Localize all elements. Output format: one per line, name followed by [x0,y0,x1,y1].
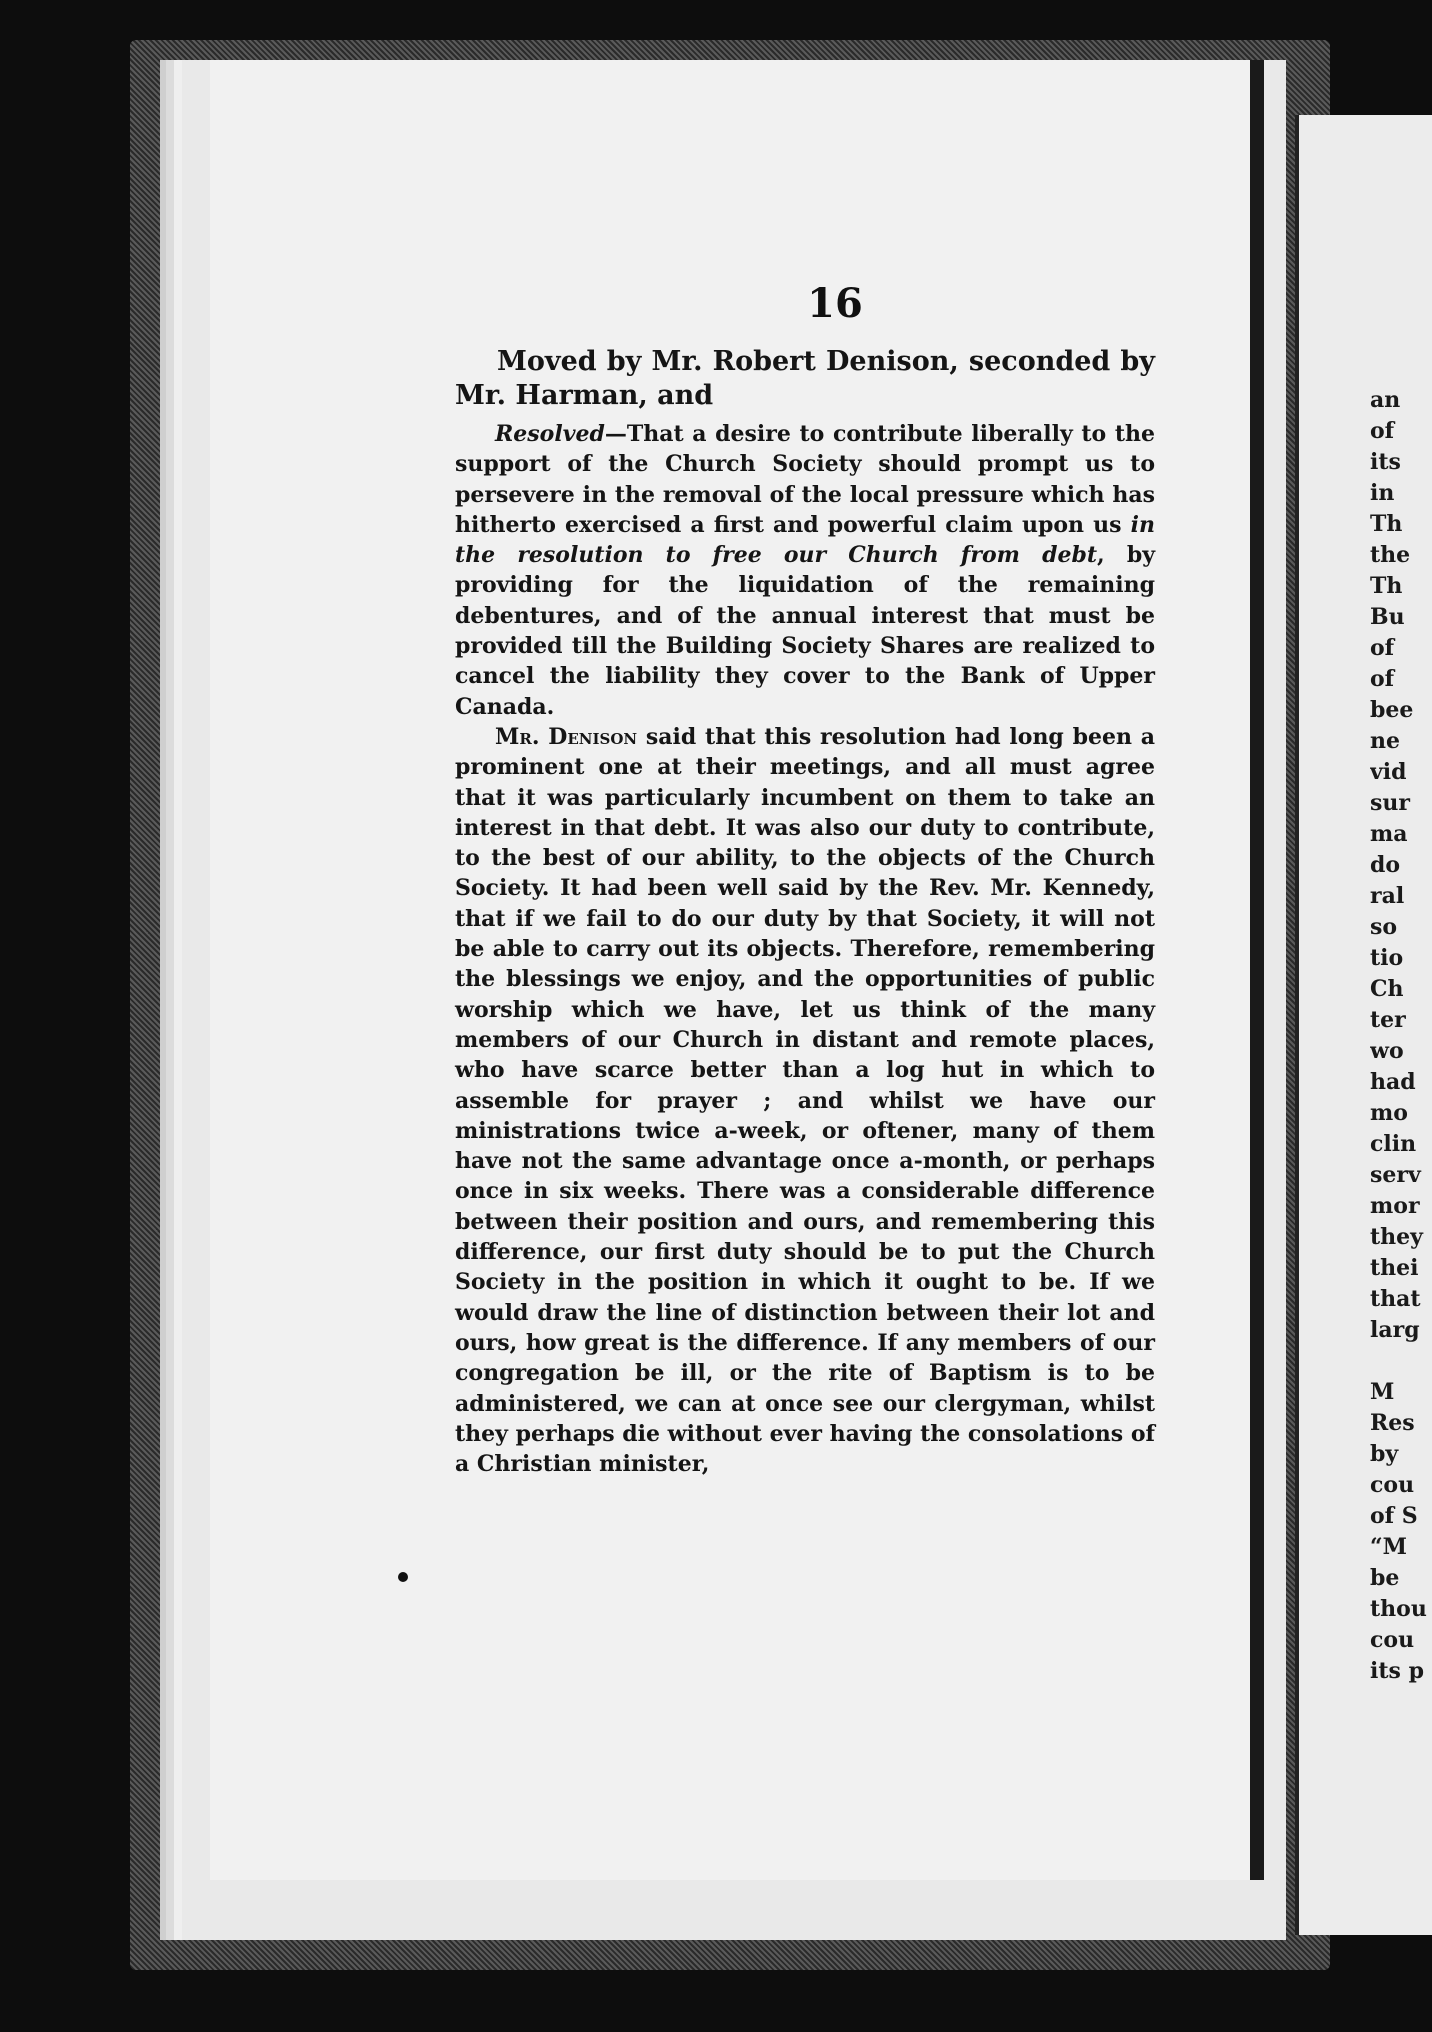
facing-page-gap [1370,1346,1432,1377]
facing-page-line: of [1370,418,1395,444]
facing-page-line: an [1370,387,1401,413]
facing-page-line: mor [1370,1193,1420,1219]
facing-page-line: so [1370,914,1398,940]
facing-page-line: cou [1370,1627,1415,1653]
facing-page-line: wo [1370,1038,1404,1064]
facing-page-text [1370,385,1432,1687]
facing-page-line: Th [1370,511,1403,537]
facing-page-line: had [1370,1069,1416,1095]
resolution-text-a: —That a desire to contribute liberally to the support of the Church Society should prompt us to persevere in the removal of the local pressure which has hitherto exercised a first and powerful claim upon us [455,421,1155,538]
speech-paragraph [455,722,1155,1479]
facing-page-line: that [1370,1286,1421,1312]
facing-page-line: in [1370,480,1395,506]
facing-page-line: bee [1370,697,1414,723]
page-number: 16 [807,280,863,327]
facing-page-line: of [1370,635,1395,661]
facing-page-line: by [1370,1441,1399,1467]
facing-page-line: they [1370,1224,1423,1250]
facing-page-line: thei [1370,1255,1419,1281]
facing-page-line: the [1370,542,1411,568]
facing-page-line: larg [1370,1317,1420,1343]
facing-page-line: Th [1370,573,1403,599]
page-text [455,345,1155,1710]
facing-page-line: M [1370,1379,1395,1405]
facing-page-line: cou [1370,1472,1415,1498]
facing-page-line: clin [1370,1131,1417,1157]
facing-page-line: of S [1370,1503,1418,1529]
speech-text: said that this resolution had long been a prominent one at their meetings, and all must agree that it was particularly incumbent on them to take an interest in that debt. It was also our duty to contribute, to the best of our ability, to the objects of the Church Society. It had been well said by the Rev. Mr. Kennedy, that if we fail to do our duty by that Society, it will not be able to carry out its objects. Therefore, remembering the blessings we enjoy, and the opportunities of public worship which we have, let us think of the many members of our Church in distant and remote places, who have scarce better than a log hut in which to assemble for prayer ; and whilst we have our ministrations twice a-week, or oftener, many of them have not the same advantage once a-month, or perhaps once in six weeks. There was a considerable difference between their position and ours, and remembering this difference, our first duty should be to put the Church Society in the position in which it ought to be. If we would draw the line of distinction between their lot and ours, how great is the difference. If any members of our congregation be ill, or the rite of Baptism is to be administered, we can at once see our clergyman, whilst they perhaps die without ever having the consolations of a Christian minister, [455,723,1155,1478]
facing-page-line: be [1370,1565,1400,1591]
ink-spot [398,1572,408,1582]
facing-page-line: sur [1370,790,1410,816]
facing-page-line: ma [1370,821,1408,847]
facing-page-line: thou [1370,1596,1427,1622]
resolution-text-b: , by providing for the liquidation of the remaining debentures, and of the annual interest that must be provided till the Building Society Shares are realized to cancel the liability they cover to the Bank of Upper Canada. [455,542,1155,720]
facing-page-line: its p [1370,1658,1424,1684]
resolved-label: Resolved [495,421,605,447]
facing-page-line: Res [1370,1410,1415,1436]
resolution-italic: in the resolution to free our Church from debt [455,511,1155,569]
motion-heading: Moved by Mr. Robert Denison, seconded by Mr. Harman, and [455,346,1155,411]
facing-page-line: “M [1370,1534,1408,1560]
facing-page-line: ral [1370,883,1405,909]
facing-page-line: do [1370,852,1401,878]
facing-page-line: Bu [1370,604,1405,630]
facing-page-line: mo [1370,1100,1408,1126]
facing-page-line: vid [1370,759,1407,785]
facing-page-line: of [1370,666,1395,692]
resolution-paragraph [455,419,1155,722]
facing-page-line: ne [1370,728,1400,754]
facing-page-line: Ch [1370,976,1404,1002]
speaker-name: Mr. Denison [495,723,638,750]
facing-page-line: serv [1370,1162,1421,1188]
facing-page-line: ter [1370,1007,1406,1033]
facing-page-line: its [1370,449,1401,475]
facing-page-line: tio [1370,945,1404,971]
